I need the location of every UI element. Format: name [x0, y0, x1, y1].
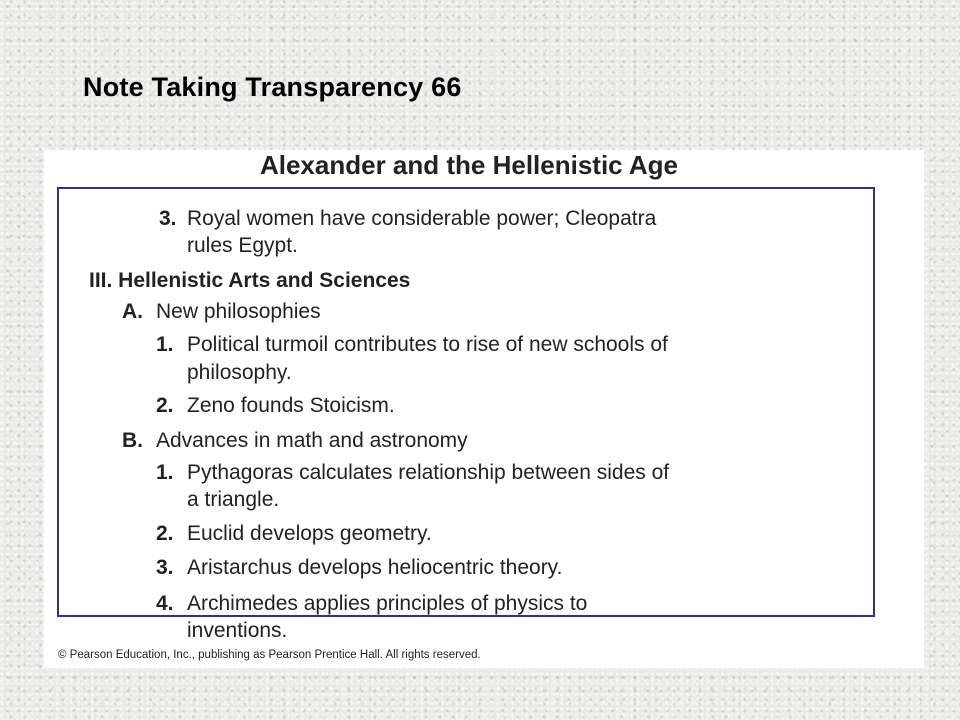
subsection-marker — [122, 301, 143, 322]
outline-item-text-cont: rules Egypt. — [187, 234, 298, 257]
outline-item-marker — [159, 208, 177, 229]
item-number: 1. — [156, 333, 174, 356]
outline-item-marker — [156, 593, 174, 614]
subsection-letter: A. — [122, 300, 143, 323]
outline-item-text: Royal women have considerable power; Cleopatra — [187, 207, 657, 230]
outline-item-marker — [156, 523, 174, 544]
copyright-notice: © Pearson Education, Inc., publishing as Pearson Prentice Hall. All rights reserved. — [58, 649, 481, 661]
outline-item-text: Pythagoras calculates relationship between sides of — [187, 461, 670, 484]
outline-item-text: Political turmoil contributes to rise of new schools of — [187, 333, 668, 356]
slide-title: Note Taking Transparency 66 — [83, 72, 462, 102]
outline-item-marker — [156, 557, 174, 578]
subsection-label: Advances in math and astronomy — [156, 429, 468, 452]
outline-item-text-cont: inventions. — [187, 619, 288, 642]
outline-item-text: Archimedes applies principles of physics to — [187, 592, 588, 615]
item-number: 3. — [156, 556, 174, 579]
item-number: 1. — [156, 461, 174, 484]
subsection-label: New philosophies — [156, 300, 321, 323]
section-heading: III. Hellenistic Arts and Sciences — [89, 269, 411, 292]
item-number: 4. — [156, 592, 174, 615]
item-number: 2. — [156, 394, 174, 417]
outline-box — [57, 187, 875, 617]
outline-item-marker — [156, 395, 174, 416]
outline-item-text-cont: a triangle. — [187, 488, 280, 511]
subsection-marker — [122, 430, 143, 451]
outline-item-text-cont: philosophy. — [187, 361, 292, 384]
outline-item-text: Aristarchus develops heliocentric theory. — [187, 556, 563, 579]
transparency-panel — [44, 150, 924, 668]
outline-item-text: Zeno founds Stoicism. — [187, 394, 395, 417]
item-number: 3. — [159, 207, 177, 230]
panel-heading: Alexander and the Hellenistic Age — [259, 150, 679, 180]
subsection-letter: B. — [122, 429, 143, 452]
outline-item-marker — [156, 462, 174, 483]
item-number: 2. — [156, 522, 174, 545]
outline-item-text: Euclid develops geometry. — [187, 522, 432, 545]
outline-item-marker — [156, 334, 174, 355]
